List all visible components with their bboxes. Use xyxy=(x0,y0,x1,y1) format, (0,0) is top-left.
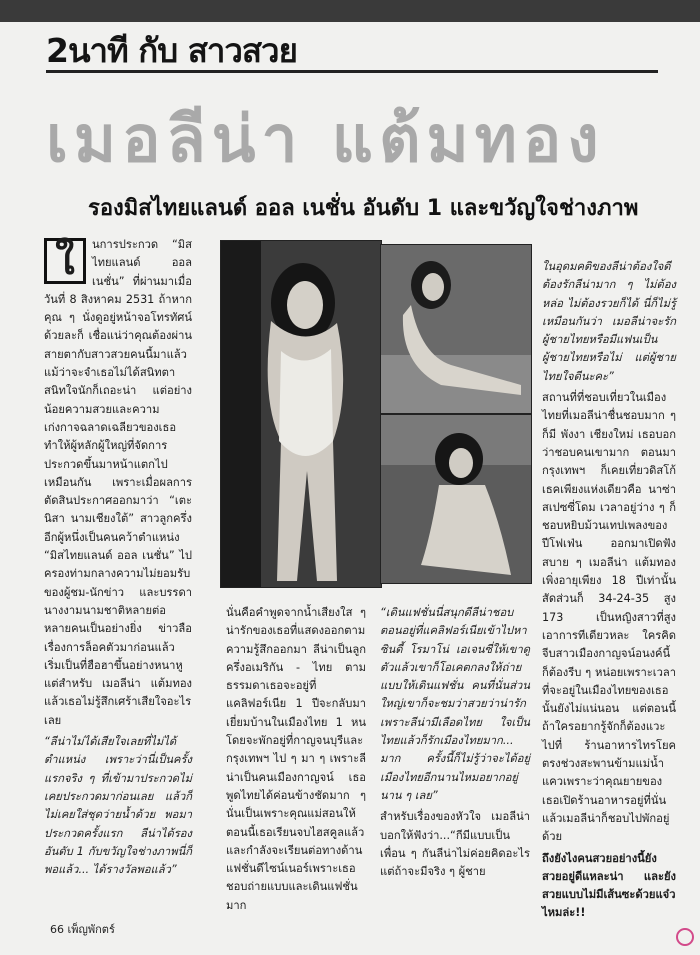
quote-paragraph: “ลีน่าไม่ได้เสียใจเลยที่ไม่ได้ตำแหน่ง เพราะว่านี่เป็นครั้งแรกจริง ๆ ที่เข้ามาประกวดไม่เคยประกวดมาก่อนเลย แล้วก็ไม่เคยใส่ชุดว่ายน้ำด้วย พอมาประกวดครั้งแรก ลีน่าได้รองอันดับ 1 กับขวัญใจช่างภาพนี่ก็พอแล้ว... ได้รางวัลพอแล้ว” xyxy=(44,735,192,877)
section-kicker: 2นาที กับ สาวสวย xyxy=(46,31,297,70)
paragraph: สำหรับเรื่องของหัวใจ เมอลีน่าบอกให้ฟังว่า...“กีมีแบบเป็นเพื่อน ๆ กันลีน่าไม่ค่อยคิดอะไร แต่ถ้าจะมีจริง ๆ ผู้ชาย xyxy=(380,810,530,879)
quote-paragraph: ในอุดมคติของลีน่าต้องใจดี ต้องรักลีน่ามาก ๆ ไม่ต้องหล่อ ไม่ต้องรวยก็ได้ นี่ก็ไม่รู้เหมือนกันว่า เมอลีน่าจะรักผู้ชายไทยหรือมีแฟนเป็นผู้ชายไทยหรือไม่ แต่ผู้ชายไทยใจดีนะคะ” xyxy=(542,260,676,383)
page-footer xyxy=(50,920,115,938)
kicker-rule xyxy=(46,70,658,73)
page-number: 66 xyxy=(50,923,64,936)
photo-sitting-poolside xyxy=(380,414,532,584)
quote-paragraph: “เดินแฟชั่นนี่สนุกดีลีน่าชอบ ตอนอยู่ที่แคลิฟอร์เนียเข้าไปหา ซินดี้ โรมาโน่ เอเจนซี่ให้เขาดูตัวแล้วเขาก็โอเคตกลงให้ถ่ายแบบให้เดินแฟชั่น คนที่นั่นส่วนใหญ่เขาก็จะชมว่าสวยว่าน่ารักเพราะลีน่ามีเลือดไทย ใจเป็นไทยแล้วก็รักเมืองไทยมาก... มาก ครั้งนี้ก็ไม่รู้ว่าจะได้อยู่เมืองไทยอีกนานไหมอยากอยู่นาน ๆ เลย” xyxy=(380,606,530,802)
article-column-4 xyxy=(542,258,676,926)
closing-paragraph: ถึงยังไงคนสวยอย่างนี้ยังสวยอยู่ดีแหละน่า และยังสวยแบบไม่มีเส้นซะด้วยแจ๋วไหมล่ะ!! xyxy=(542,851,676,920)
drop-cap: ใ xyxy=(44,238,86,284)
photo-lounging-poolside xyxy=(380,244,532,414)
article-column-3 xyxy=(380,604,530,884)
article-column-1 xyxy=(44,236,192,882)
magazine-name: เพ็ญพักตร์ xyxy=(67,923,115,936)
headline-name: เมอลีน่า แต้มทอง xyxy=(46,103,605,177)
top-band xyxy=(0,0,700,22)
article-column-2 xyxy=(226,604,366,918)
paragraph: สถานที่ที่ชอบเที่ยวในเมืองไทยที่เมอลีน่าชื่นชอบมาก ๆ ก็มี พังงา เชียงใหม่ เธอบอกว่าชอบคนเขามาก ตอนมากรุงเทพฯ ก็เคยเที่ยวดิสโก้เธคเพียงแห่งเดียวคือ นาซ่าสเปซซี่โดม เวลาอยู่ว่าง ๆ ก็ชอบหยิบม้วนเทปเพลงของ ปีโฟเฟ่น ออกมาเปิดฟังสบาย ๆ เมอลีน่า แต้มทอง เพิ่งอายุเพียง 18 ปีเท่านั้น สัดส่วนก็ 34-24-35 สูง 173 เป็นหญิงสาวที่สูงเอาการทีเดียวหละ ใครคิดจีบสาวเมืองกาญจน์อนงค์นี้ก็ต้องรีบ ๆ หน่อยเพราะเวลาที่จะอยู่ในเมืองไทยของเธอนั้นยังไม่แน่นอน แต่ตอนนี้ถ้าใครอยากรู้จักก็ต้องแวะไปที่ ร้านอาหารไทรโยคตรงช่วงสะพานข้ามแม่น้ำแควเพราะว่าคุณยายของเธอเปิดร้านอาหารอยู่ที่นั่นแล้วเมอลีน่าก็ชอบไปพักอยู่ด้วย xyxy=(542,391,676,844)
paragraph: นั่นคือคำพูดจากน้ำเสียงใส ๆ น่ารักของเธอที่แสดงออกตามความรู้สึกออกมา ลีน่าเป็นลูกครึ่งอเมริกัน - ไทย ตามธรรมดาเธอจะอยู่ที่ แคลิฟอร์เนีย 1 ปีจะกลับมาเยี่ยมบ้านในเมืองไทย 1 หน โดยจะพักอยู่ที่กาญจนบุรีและกรุงเทพฯ ไป ๆ มา ๆ เพราะลีน่าเป็นคนเมืองกาญจน์ เธอพูดไทยได้ค่อนข้างชัดมาก ๆ นั่นเป็นเพราะคุณแม่สอนให้ ตอนนี้เธอเรียนจบไฮสคูลแล้ว และกำลังจะเรียนต่อทางด้านแฟชั่นดีไซน์เนอร์เพราะเธอชอบถ่ายแบบและเดินแฟชั่นมาก xyxy=(226,606,366,912)
corner-stamp-icon xyxy=(676,928,694,946)
paragraph: นการประกวด “มิสไทยแลนด์ ออล เนชั่น” ที่ผ่านมาเมื่อวันที่ 8 สิงหาคม 2531 ถ้าหากคุณ ๆ นั่งดูอยู่หน้าจอโทรทัศน์ด้วยละก็ เชื่อแน่ว่าคุณต้องผ่านสายตากับสาวสวยคนนี้มาแล้ว แม้ว่าจะจำเธอไม่ได้สนิทตาสนิทใจนักก็เถอะน่า แต่อย่างน้อยความสวยและความเก่งกาจฉลาดเฉลียวของเธอทำให้ผู้หลักผู้ใหญ่ที่จัดการประกวดขึ้นมาหน้าแตกไปเหมือนกัน เพราะเมื่อผลการตัดสินประกาศออกมาว่า “เตะนิสา นามเชียงใต้” สาวลูกครึ่งอีกผู้หนึ่งเป็นคนคว้าตำแหน่ง “มิสไทยแลนด์ ออล เนชั่น” ไปครองท่ามกลางความไม่ยอมรับของผู้ชม-นักข่าว และบรรดานางงามนามชาติหลายต่อหลายคนเป็นอย่างยิ่ง ข่าวลือเรื่องการล็อคตัวมาก่อนแล้วเริ่มเป็นที่ฮือฮาขึ้นอย่างหนาหูแต่สำหรับ เมอลีน่า แต้มทอง แล้วเธอไม่รู้สึกเศร้าเสียใจอะไรเลย xyxy=(44,238,192,727)
photo-standing-swimsuit xyxy=(220,240,382,588)
subtitle: รองมิสไทยแลนด์ ออล เนชั่น อันดับ 1 และขวัญใจช่างภาพ xyxy=(88,196,639,221)
